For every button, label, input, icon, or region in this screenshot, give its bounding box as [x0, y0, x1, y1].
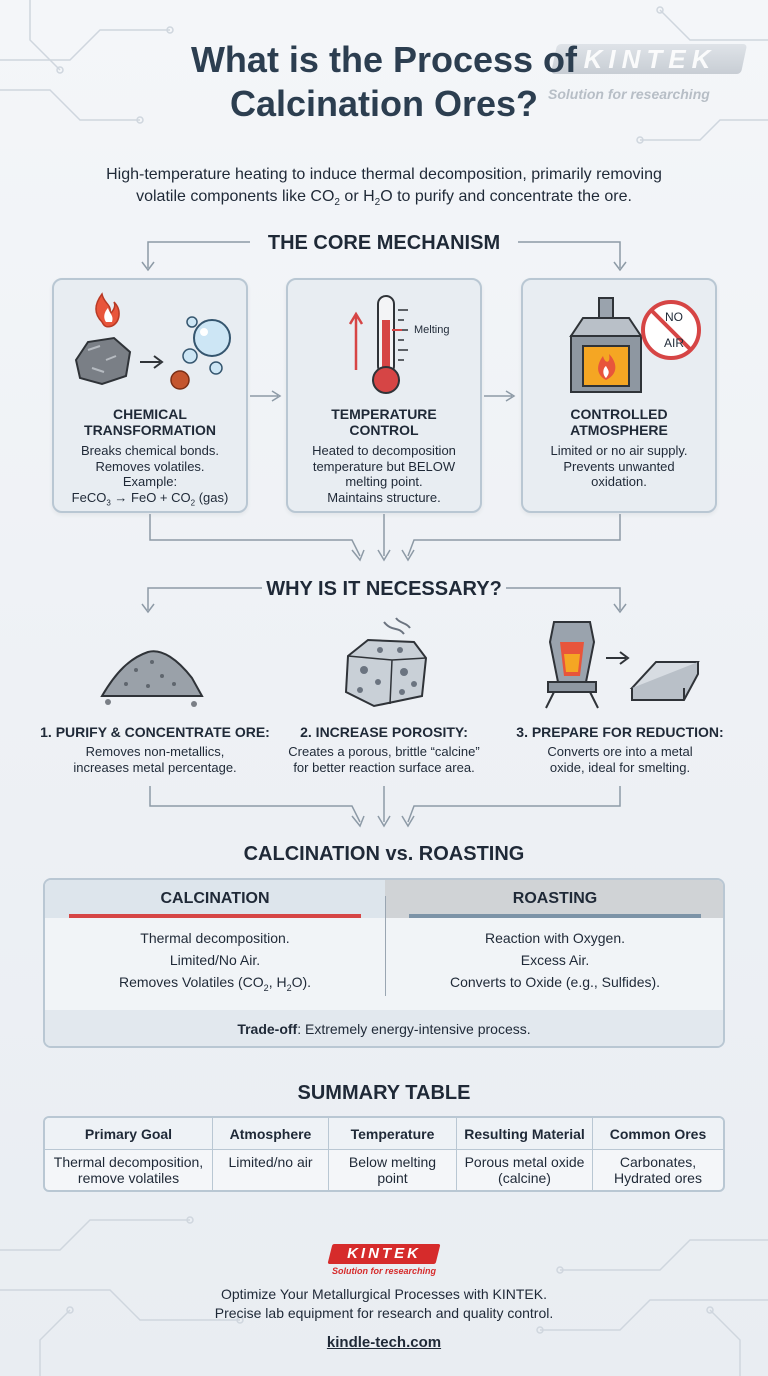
card-body: Limited or no air supply. Prevents unwanted oxidation. — [550, 443, 688, 489]
why-body-2: Creates a porous, brittle “calcine” for better reaction surface area. — [288, 744, 480, 775]
table-header-row — [45, 1118, 723, 1150]
summary-heading: SUMMARY TABLE — [297, 1082, 471, 1104]
why-heading: WHY IS IT NECESSARY? — [266, 578, 502, 600]
why-title-1: 1. PURIFY & CONCENTRATE ORE: — [40, 724, 270, 740]
calcination-header: CALCINATION — [45, 880, 385, 918]
why-connector-arrows — [0, 778, 768, 834]
smelter-to-ingot-icon — [534, 612, 704, 712]
roasting-row-3: Converts to Oxide (e.g., Sulfides). — [449, 974, 661, 990]
table-header-cell: Common Ores — [593, 1118, 723, 1150]
card-title: CONTROLLED ATMOSPHERE — [570, 406, 668, 438]
page-title-line-2: Calcination Ores? — [229, 83, 539, 124]
card-body: Heated to decomposition temperature but BELOW melting point. Maintains structure. — [312, 443, 456, 505]
footer-website-link[interactable]: kindle-tech.com — [326, 1334, 442, 1351]
card-chemical-transformation — [52, 278, 248, 513]
calcination-row-2: Limited/No Air. — [169, 952, 261, 968]
roasting-header: ROASTING — [385, 880, 725, 918]
card-title: CHEMICAL TRANSFORMATION — [84, 406, 216, 438]
card-controlled-atmosphere — [521, 278, 717, 513]
thermometer-icon — [288, 280, 480, 405]
intro-line-1: High-temperature heating to induce thermal decomposition, primarily removing — [106, 166, 662, 183]
why-body-1: Removes non-metallics, increases metal percentage. — [73, 744, 237, 775]
table-header-cell: Resulting Material — [457, 1118, 593, 1150]
core-mechanism-heading: THE CORE MECHANISM — [267, 232, 501, 254]
table-row — [45, 1150, 723, 1190]
calcination-accent-bar — [69, 914, 361, 918]
page-title-line-1: What is the Process of — [190, 39, 578, 80]
roasting-accent-bar — [409, 914, 701, 918]
card-body: Breaks chemical bonds. Removes volatiles. Example: FeCO$_3$ → FeO + $CO_2$ (gas) — [71, 443, 229, 508]
card-temperature-control — [286, 278, 482, 513]
calcination-row-1: Thermal decomposition. — [140, 930, 290, 946]
table-cell: Carbonates, Hydrated ores — [614, 1154, 702, 1186]
porous-calcine-icon — [334, 612, 434, 712]
roasting-row-2: Excess Air. — [520, 952, 590, 968]
footer-line-2: Precise lab equipment for research and quality control. — [214, 1305, 554, 1321]
footer-line-1: Optimize Your Metallurgical Processes with KINTEK. — [220, 1286, 547, 1302]
table-header-cell: Atmosphere — [213, 1118, 329, 1150]
table-cell: Below melting point — [329, 1150, 457, 1190]
header-logo-tagline: Solution for researching — [548, 86, 710, 102]
table-cell: Thermal decomposition, remove volatiles — [45, 1150, 213, 1190]
table-header-cell: Primary Goal — [45, 1118, 213, 1150]
no-air-label: NO AIR — [663, 310, 684, 350]
calcination-row-3: Removes Volatiles ($CO_2$, $H_2O$). — [118, 974, 312, 993]
roasting-row-1: Reaction with Oxygen. — [484, 930, 626, 946]
melting-label: Melting — [414, 324, 450, 336]
trade-off-note: Trade-off: Extremely energy-intensive process. — [45, 1010, 723, 1048]
page-title — [0, 38, 768, 126]
footer-logo-tagline: Solution for researching — [331, 1266, 436, 1276]
table-cell: Porous metal oxide (calcine) — [457, 1150, 593, 1190]
card-title: TEMPERATURE CONTROL — [331, 406, 437, 438]
intro-line-2: volatile components like $CO_2$ or $H_2O$ to purify and concentrate the ore. — [136, 188, 632, 209]
header-logo[interactable]: KINTEK — [583, 44, 717, 74]
ore-pile-icon — [96, 612, 208, 712]
table-header-cell: Temperature — [329, 1118, 457, 1150]
table-cell: Limited/no air — [213, 1150, 329, 1190]
why-body-3: Converts ore into a metal oxide, ideal for smelting. — [547, 744, 693, 775]
why-title-3: 3. PREPARE FOR REDUCTION: — [516, 724, 724, 740]
footer-logo[interactable]: KINTEK — [347, 1245, 421, 1262]
compare-panel — [43, 878, 725, 1048]
intro-text — [60, 164, 708, 214]
summary-table — [43, 1116, 725, 1192]
chemical-reaction-icon — [54, 280, 246, 405]
compare-heading: CALCINATION vs. ROASTING — [243, 843, 525, 865]
why-title-2: 2. INCREASE POROSITY: — [300, 724, 468, 740]
